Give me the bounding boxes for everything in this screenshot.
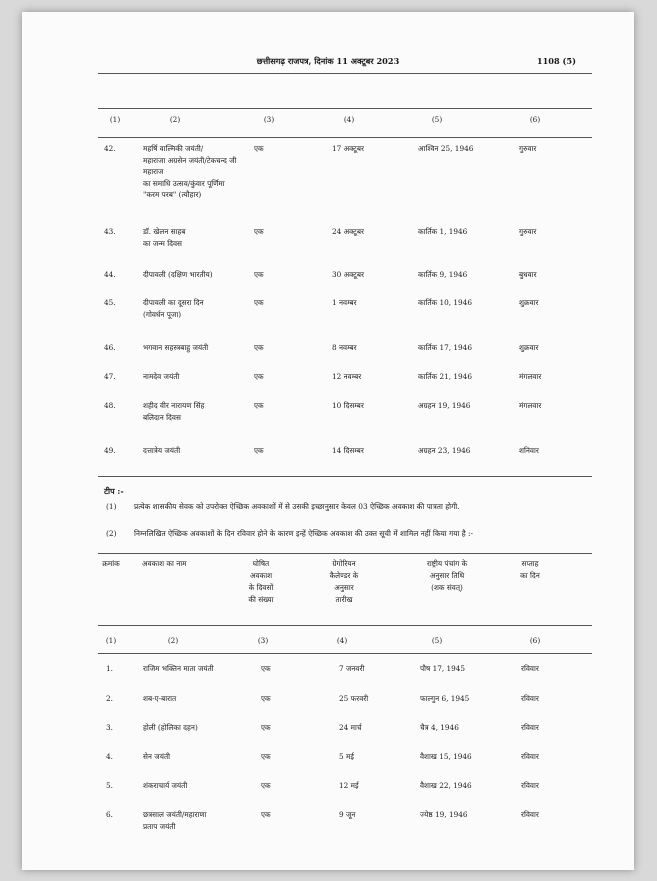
weekday: गुरुवार [519, 227, 537, 236]
table2-column-header: अवकाश का नाम [142, 559, 187, 568]
saka-date: कार्तिक 17, 1946 [418, 343, 472, 352]
serial-number: 46. [104, 343, 116, 352]
column-number: (4) [343, 115, 355, 124]
serial-number: 42. [104, 144, 116, 153]
weekday: रविवार [521, 781, 539, 790]
holiday-name: महर्षि वाल्मिकी जयंती/ महाराजा अग्रसेन जयंती/टेकचन्द जी महाराज का समाधि उत्सव/कुंवार पूर्णिमा "करम परब" (त्यौहार) [143, 144, 237, 199]
saka-date: वैशाख 22, 1946 [420, 781, 472, 790]
note-text: निम्नलिखित ऐच्छिक अवकाशों के दिन रविवार होने के कारण इन्हें ऐच्छिक अवकाश की उक्त सूची में शामिल नहीं किया गया है :- [134, 529, 474, 538]
gregorian-date: 9 जून [339, 810, 356, 819]
day-count: एक [254, 372, 264, 381]
serial-number: 49. [104, 446, 116, 455]
gregorian-date: 10 दिसम्बर [332, 401, 364, 410]
serial-number: 2. [106, 694, 113, 703]
gazette-page [22, 12, 634, 870]
note-number: (2) [106, 529, 117, 538]
gregorian-date: 30 अक्टूबर [332, 270, 364, 279]
column-number: (3) [263, 115, 275, 124]
gregorian-date: 25 फरवरी [339, 694, 369, 703]
holiday-name: शहीद वीर नारायण सिंह बलिदान दिवस [143, 401, 205, 422]
day-count: एक [254, 446, 264, 455]
weekday: गुरुवार [519, 144, 537, 153]
holiday-name: दीपावली का दूसरा दिन (गोवर्धन पूजा) [143, 298, 204, 319]
note-number: (1) [106, 502, 117, 511]
column-number: (3) [257, 636, 269, 645]
day-count: एक [254, 144, 264, 153]
weekday: बुधवार [519, 270, 537, 279]
column-number: (1) [105, 636, 117, 645]
holiday-name: सेन जयंती [143, 752, 170, 761]
header-rule [98, 73, 592, 74]
gregorian-date: 24 अक्टूबर [332, 227, 364, 236]
saka-date: आश्विन 25, 1946 [418, 144, 474, 153]
day-count: एक [254, 298, 264, 307]
column-number: (2) [167, 636, 179, 645]
gregorian-date: 12 नवम्बर [332, 372, 362, 381]
day-count: एक [254, 227, 264, 236]
table2-column-header: क्रमांक [102, 559, 120, 568]
holiday-name: भगवान सहस्त्रबाहु जयंती [143, 343, 209, 352]
serial-number: 43. [104, 227, 116, 236]
saka-date: कार्तिक 1, 1946 [418, 227, 468, 236]
note-text: प्रत्येक शासकीय सेवक को उपरोक्त ऐच्छिक अवकाशों में से उसकी इच्छानुसार केवल 03 ऐच्छिक अवकाश की पात्रता होगी. [134, 502, 460, 511]
weekday: शुक्रवार [519, 343, 539, 352]
saka-date: कार्तिक 10, 1946 [418, 298, 472, 307]
holiday-name: राजिम भक्तिन माता जयंती [143, 664, 214, 673]
serial-number: 3. [106, 723, 113, 732]
weekday: रविवार [521, 723, 539, 732]
weekday: शुक्रवार [519, 298, 539, 307]
serial-number: 45. [104, 298, 116, 307]
column-number: (5) [431, 636, 443, 645]
weekday: मंगलवार [519, 372, 542, 381]
table2-top-rule [98, 553, 592, 554]
weekday: मंगलवार [519, 401, 542, 410]
table2-column-header: राष्ट्रीय पंचांग के अनुसार तिथि (शक संवत्) [426, 559, 468, 592]
day-count: एक [254, 401, 264, 410]
column-number: (6) [529, 115, 541, 124]
holiday-name: दीपावली (दक्षिण भारतीय) [143, 270, 213, 279]
serial-number: 5. [106, 781, 113, 790]
saka-date: कार्तिक 21, 1946 [418, 372, 472, 381]
weekday: रविवार [521, 694, 539, 703]
weekday: रविवार [521, 810, 539, 819]
saka-date: पौष 17, 1945 [420, 664, 466, 673]
serial-number: 1. [106, 664, 113, 673]
holiday-name: नामदेव जयंती [143, 372, 180, 381]
day-count: एक [254, 343, 264, 352]
day-count: एक [261, 810, 271, 819]
table1-bottom-rule [98, 476, 592, 477]
serial-number: 4. [106, 752, 113, 761]
page-number: 1108 (5) [536, 56, 576, 66]
gregorian-date: 1 नवम्बर [332, 298, 357, 307]
table1-head-rule [98, 137, 592, 138]
table2-header-rule [98, 625, 592, 626]
table1-top-rule [98, 108, 592, 109]
serial-number: 6. [106, 810, 113, 819]
saka-date: वैशाख 15, 1946 [420, 752, 472, 761]
gregorian-date: 5 मई [339, 752, 354, 761]
holiday-name: दत्तात्रेय जयंती [143, 446, 181, 455]
table2-colnum-rule [98, 653, 592, 654]
saka-date: फाल्गुन 6, 1945 [420, 694, 470, 703]
column-number: (2) [169, 115, 181, 124]
gregorian-date: 12 मई [339, 781, 359, 790]
table2-column-header: सप्ताह का दिन [520, 559, 540, 580]
serial-number: 47. [104, 372, 116, 381]
column-number: (1) [109, 115, 121, 124]
column-number: (4) [336, 636, 348, 645]
table2-column-header: ग्रेगोरियन कैलेण्डर के अनुसार तारीख [329, 559, 359, 604]
notes-heading: टीप :- [104, 486, 124, 496]
column-number: (5) [431, 115, 443, 124]
column-number: (6) [529, 636, 541, 645]
gazette-header-title: छत्तीसगढ़ राजपत्र, दिनांक 11 अक्टूबर 2023 [256, 56, 400, 66]
day-count: एक [261, 694, 271, 703]
gregorian-date: 14 दिसम्बर [332, 446, 364, 455]
saka-date: चैत्र 4, 1946 [420, 723, 459, 732]
saka-date: ज्येष्ठ 19, 1946 [420, 810, 468, 819]
holiday-name: शब-ए-बारात [143, 694, 177, 703]
day-count: एक [261, 752, 271, 761]
day-count: एक [261, 781, 271, 790]
gregorian-date: 7 जनवरी [339, 664, 365, 673]
holiday-name: डॉ. खेलन साहब का जन्म दिवस [143, 227, 186, 248]
weekday: शनिवार [519, 446, 539, 455]
gregorian-date: 17 अक्टूबर [332, 144, 364, 153]
saka-date: अग्रहन 23, 1946 [418, 446, 471, 455]
serial-number: 44. [104, 270, 116, 279]
holiday-name: छत्रसाल जयंती/महाराणा प्रताप जयंती [143, 810, 207, 831]
holiday-name: शंकराचार्य जयंती [143, 781, 188, 790]
weekday: रविवार [521, 664, 539, 673]
serial-number: 48. [104, 401, 116, 410]
saka-date: कार्तिक 9, 1946 [418, 270, 468, 279]
holiday-name: होली (होलिका दहन) [143, 723, 198, 732]
saka-date: अग्रहन 19, 1946 [418, 401, 471, 410]
weekday: रविवार [521, 752, 539, 761]
gregorian-date: 24 मार्च [339, 723, 362, 732]
day-count: एक [261, 664, 271, 673]
day-count: एक [254, 270, 264, 279]
table2-column-header: घोषित अवकाश के दिवसों की संख्या [248, 559, 274, 604]
gregorian-date: 8 नवम्बर [332, 343, 357, 352]
day-count: एक [261, 723, 271, 732]
